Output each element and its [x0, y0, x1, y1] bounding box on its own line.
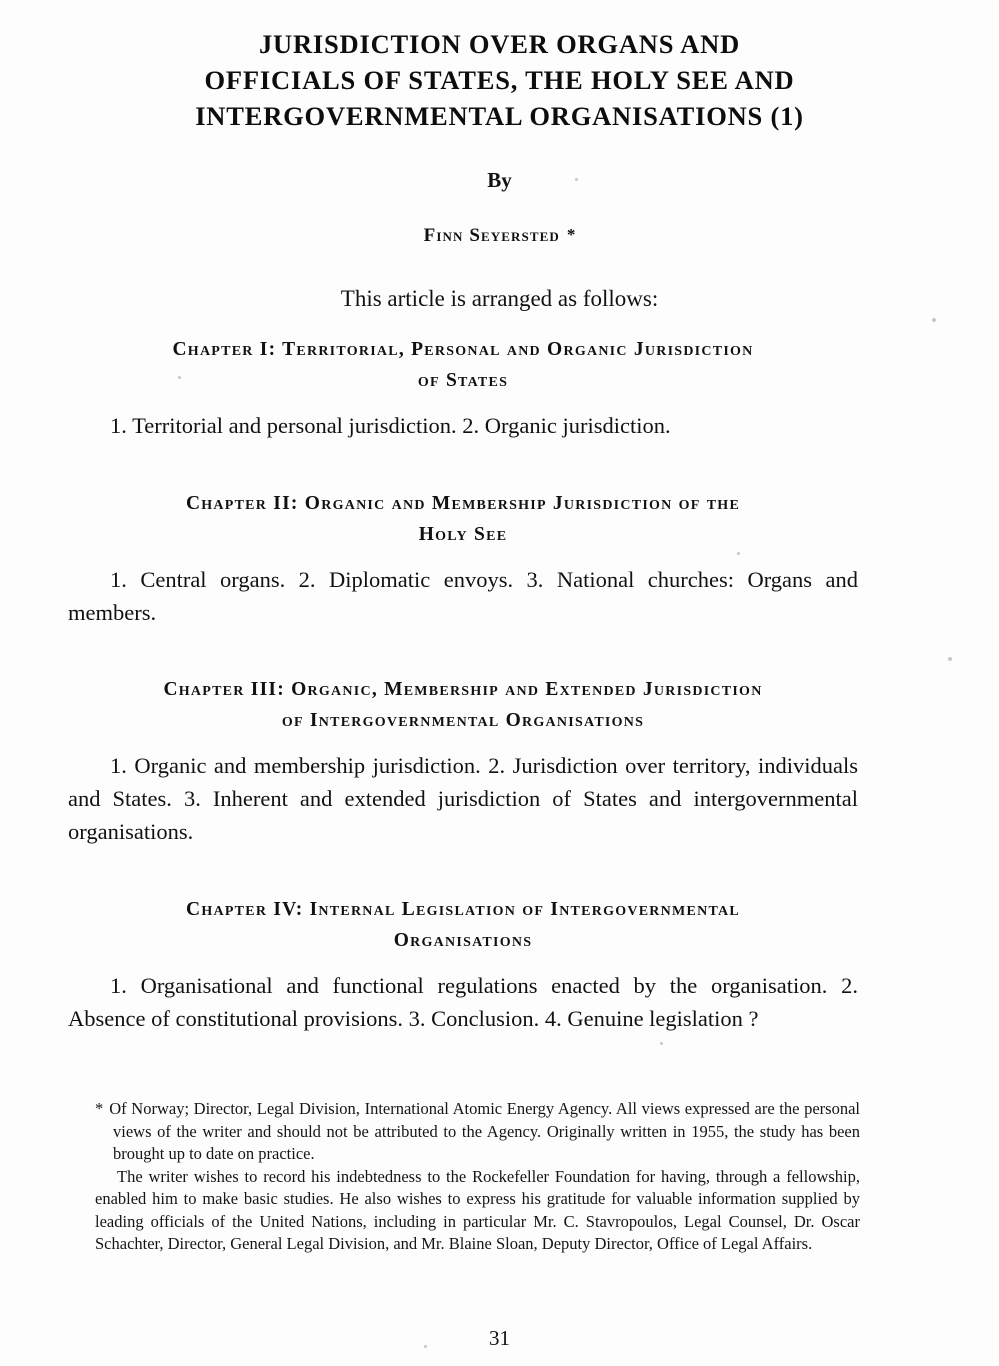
chapter-heading-3-line-1: Chapter III: Organic, Membership and Extended Jurisdiction [163, 679, 763, 700]
footnote-paragraph-2: The writer wishes to record his indebtedness to the Rockefeller Foundation for having, through a fellowship, enabled him to make basic studies. He also wishes to express his gratitude for valuable information supplied by leading officials of the United Nations, including in particular Mr. C. Stavropoulos, Legal Counsel, Dr. Oscar Schachter, Director, General Legal Division, and Mr. Blaine Sloan, Deputy Director, Office of Legal Affairs. [95, 1166, 860, 1253]
page-title-line-2: OFFICIALS OF STATES, THE HOLY SEE AND [204, 65, 795, 95]
chapter-heading-4-line-2: Organisations [393, 930, 533, 951]
scan-speck [178, 376, 181, 379]
scan-speck [660, 1042, 663, 1045]
footnote-paragraph-1 [95, 1098, 860, 1166]
chapter-heading-1 [68, 334, 858, 396]
chapter-entry-2 [68, 488, 858, 629]
page-number: 31 [489, 1326, 510, 1350]
chapter-heading-1-line-1: Chapter I: Territorial, Personal and Organic Jurisdiction [172, 339, 754, 360]
footnote-block [95, 1098, 860, 1256]
chapter-contents-1: 1. Territorial and personal jurisdiction. 2. Organic jurisdiction. [110, 413, 671, 438]
chapter-contents-4: 1. Organisational and functional regulations enacted by the organisation. 2. Absence of constitutional provisions. 3. Conclusion. 4. Genuine legislation ? [68, 973, 858, 1031]
scan-speck [424, 1345, 427, 1348]
chapter-heading-2 [68, 488, 858, 550]
scan-speck [737, 552, 740, 555]
author-name: Finn Seyersted [423, 225, 560, 246]
chapter-heading-4 [68, 894, 858, 956]
scan-speck [575, 178, 578, 181]
chapter-heading-3 [68, 674, 858, 736]
chapter-heading-2-line-1: Chapter II: Organic and Membership Jurisdiction of the [185, 493, 741, 514]
page-title-line-3: INTERGOVERNMENTAL ORGANISATIONS (1) [195, 101, 804, 131]
chapter-entry-1 [68, 334, 858, 442]
page-title [0, 26, 999, 134]
byline-by-label: By [487, 168, 512, 192]
chapter-entry-3 [68, 674, 858, 848]
chapter-heading-1-line-2: of States [417, 370, 509, 391]
chapter-heading-2-line-2: Holy See [418, 524, 508, 545]
scan-speck [932, 318, 936, 322]
footnote-paragraph-1-text: Of Norway; Director, Legal Division, International Atomic Energy Agency. All views expressed are the personal views of the writer and should not be attributed to the Agency. Originally written in 1955, the study has been brought up to date on practice. [109, 1099, 860, 1163]
byline-author [0, 225, 999, 247]
footnote-marker: * [95, 1099, 104, 1118]
scan-speck [948, 657, 952, 661]
chapter-entry-4 [68, 894, 858, 1035]
chapter-contents-3: 1. Organic and membership jurisdiction. 2. Jurisdiction over territory, individuals and States. 3. Inherent and extended jurisdiction of States and intergovernmental organisations. [68, 753, 858, 844]
chapter-heading-4-line-1: Chapter IV: Internal Legislation of Intergovernmental [186, 899, 740, 920]
lead-in-text: This article is arranged as follows: [340, 286, 659, 311]
page-title-line-1: JURISDICTION OVER ORGANS AND [258, 29, 741, 59]
chapter-heading-3-line-2: of Intergovernmental Organisations [281, 710, 645, 731]
chapter-contents-2: 1. Central organs. 2. Diplomatic envoys. 3. National churches: Organs and members. [68, 567, 858, 625]
author-footnote-marker: * [566, 225, 576, 244]
